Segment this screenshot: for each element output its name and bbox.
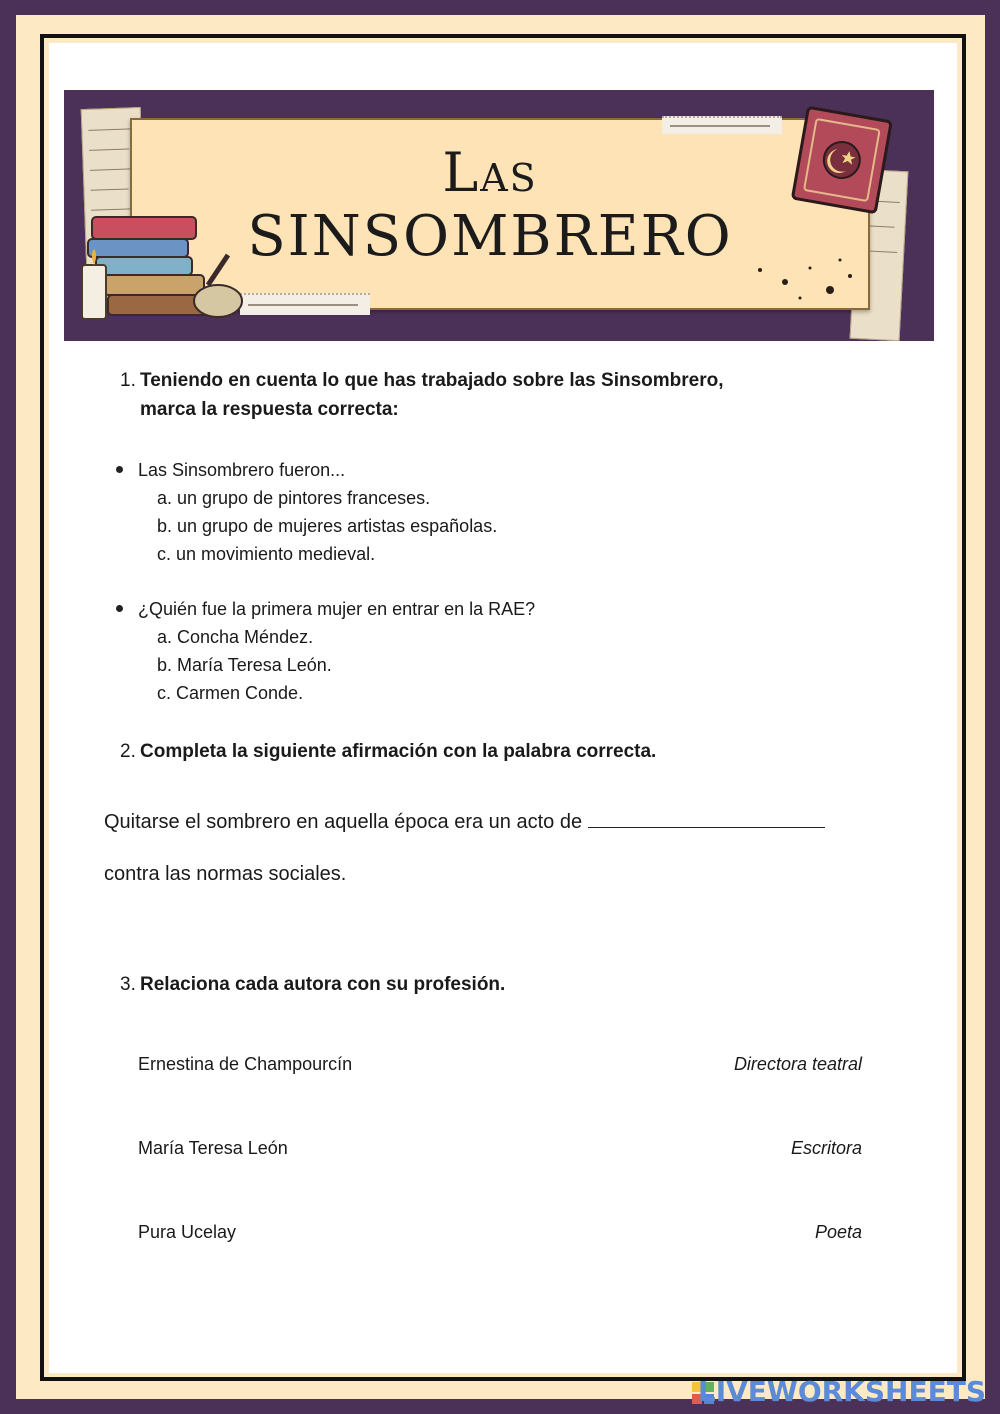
author-name[interactable]: María Teresa León bbox=[138, 1138, 288, 1158]
profession-name[interactable]: Poeta bbox=[814, 1222, 862, 1242]
title-line-1: Las bbox=[442, 141, 538, 204]
bullet-icon bbox=[116, 605, 123, 612]
q1-item-1-option-a[interactable]: a. un grupo de pintores franceses. bbox=[157, 488, 431, 508]
q1-item-1 bbox=[116, 456, 816, 568]
q1-item-2-option-b[interactable]: b. María Teresa León. bbox=[157, 655, 332, 675]
profession-name[interactable]: Directora teatral bbox=[733, 1054, 862, 1074]
question-3-number: 3. bbox=[120, 974, 136, 995]
sentence-part-2: contra las normas sociales. bbox=[104, 863, 347, 885]
question-1 bbox=[120, 366, 900, 424]
question-1-text-line2: marca la respuesta correcta: bbox=[140, 399, 399, 420]
question-2-number: 2. bbox=[120, 741, 136, 762]
answer-blank[interactable] bbox=[588, 808, 825, 828]
title-line-2: SINSOMBRERO bbox=[247, 204, 733, 269]
sentence-part-1: Quitarse el sombrero en aquella época era un acto de bbox=[104, 811, 583, 833]
q1-item-2 bbox=[116, 595, 816, 707]
q1-item-1-option-c[interactable]: c. un movimiento medieval. bbox=[157, 544, 376, 564]
q1-item-1-option-b[interactable]: b. un grupo de mujeres artistas españolas. bbox=[157, 516, 498, 536]
match-row bbox=[138, 1222, 862, 1252]
question-1-number: 1. bbox=[120, 370, 136, 391]
bullet-icon bbox=[116, 466, 123, 473]
question-3-text: Relaciona cada autora con su profesión. bbox=[140, 974, 506, 995]
question-3 bbox=[120, 970, 900, 999]
question-2-text: Completa la siguiente afirmación con la palabra correcta. bbox=[140, 741, 657, 762]
fill-blank-sentence bbox=[104, 808, 904, 834]
liveworksheets-watermark: LIVEWORKSHEETS bbox=[697, 1375, 986, 1408]
sentence-continuation bbox=[104, 863, 346, 886]
question-1-text-line1: Teniendo en cuenta lo que has trabajado sobre las Sinsombrero, bbox=[140, 370, 724, 391]
torn-paper-bottom bbox=[240, 293, 370, 315]
magic-book-illustration bbox=[784, 100, 900, 218]
page-title bbox=[230, 140, 750, 268]
profession-name[interactable]: Escritora bbox=[790, 1138, 862, 1158]
match-row bbox=[138, 1138, 862, 1168]
q1-item-1-prompt: Las Sinsombrero fueron... bbox=[138, 460, 346, 480]
author-name[interactable]: Pura Ucelay bbox=[138, 1222, 237, 1242]
q1-item-2-prompt: ¿Quién fue la primera mujer en entrar en la RAE? bbox=[138, 599, 536, 619]
q1-item-2-option-a[interactable]: a. Concha Méndez. bbox=[157, 627, 314, 647]
books-stack-illustration bbox=[78, 205, 248, 325]
torn-paper-top bbox=[662, 116, 782, 134]
question-2 bbox=[120, 737, 900, 766]
match-row bbox=[138, 1054, 862, 1084]
author-name[interactable]: Ernestina de Champourcín bbox=[138, 1054, 353, 1074]
ink-splatter bbox=[740, 250, 870, 310]
q1-item-2-option-c[interactable]: c. Carmen Conde. bbox=[157, 683, 304, 703]
